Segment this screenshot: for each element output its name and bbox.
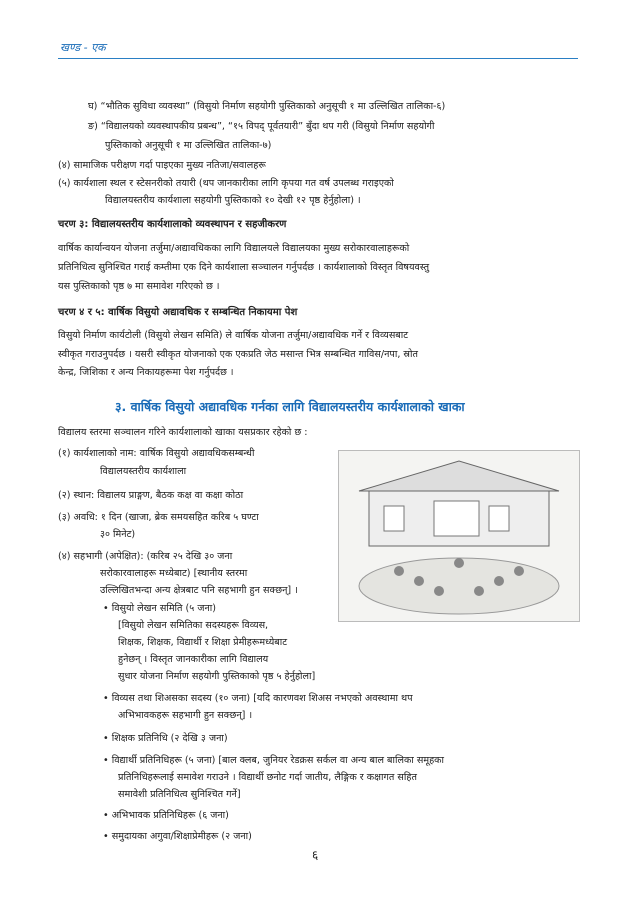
list-item-3: (३) अवधि: १ दिन (खाजा, ब्रेक समयसहित करिब ५ घण्टा [58,512,259,523]
bullet-cont: प्रतिनिधिहरूलाई समावेश गराउने । विद्यार्थी छनोट गर्दा जातीय, लैङ्गिक र कक्षागत सहित [118,772,417,783]
item-nga: ङ) “विद्यालयको व्यवस्थापकीय प्रबन्ध”, “१५ विपद् पूर्वतयारी” बुँदा थप गरी (विसुयो निर्माण सहयोगी [88,121,435,132]
item-5: (५) कार्यशाला स्थल र स्टेसनरीको तयारी (थप जानकारीका लागि कृपया गत वर्ष उपलब्ध गराइएको [58,178,394,189]
step45-line: विसुयो निर्माण कार्यटोली (विसुयो लेखन समिति) ले वार्षिक योजना तर्जुमा/अद्यावधिक गर्ने र विव्यसबाट [58,330,409,341]
item-4: (४) सामाजिक परीक्षण गर्दा पाइएका मुख्य नतिजा/सवालहरू [58,160,266,171]
section-title: ३. वार्षिक विसुयो अद्यावधिक गर्नका लागि विद्यालयस्तरीय कार्यशालाको खाका [115,399,465,414]
bullet-cont: समावेशी प्रतिनिधित्व सुनिश्चित गर्ने] [118,789,241,800]
list-item-2: (२) स्थान: विद्यालय प्राङ्गण, बैठक कक्ष वा कक्षा कोठा [58,490,244,501]
workshop-illustration [338,450,580,622]
step3-line: प्रतिनिधित्व सुनिश्चित गराई कम्तीमा एक दिने कार्यशाला सञ्चालन गर्नुपर्दछ । कार्यशालाको विस्तृत विषयवस्तु [58,262,430,273]
bullet-item: • अभिभावक प्रतिनिधिहरू (६ जना) [103,810,229,821]
bullet-item: • विद्यार्थी प्रतिनिधिहरू (५ जना) [बाल क्लब, जुनियर रेडक्रस सर्कल वा अन्य बाल बालिका समूहका [103,755,445,766]
step45-line: केन्द्र, जिशिका र अन्य निकायहरूमा पेश गर्नुपर्दछ । [58,367,234,378]
bullet-cont: अभिभावकहरू सहभागी हुन सक्छन्] । [118,710,253,721]
list-item-1-cont: विद्यालयस्तरीय कार्यशाला [100,466,187,477]
header-rule [58,58,578,59]
item-nga-cont: पुस्तिकाको अनुसूची १ मा उल्लिखित तालिका-७) [105,140,272,151]
list-item-4: (४) सहभागी (अपेक्षित): (करिब २५ देखि ३० जना [58,551,233,562]
step3-line: यस पुस्तिकाको पृष्ठ ७ मा समावेश गरिएको छ । [58,281,220,292]
item-5-cont: विद्यालयस्तरीय कार्यशाला सहयोगी पुस्तिकाको १० देखी १२ पृष्ठ हेर्नुहोला) । [105,195,361,206]
step3-heading: चरण ३: विद्यालयस्तरीय कार्यशालाको व्यवस्थापन र सहजीकरण [58,219,287,230]
bullet-cont: [विसुयो लेखन समितिका सदस्यहरू विव्यस, [118,620,269,631]
bullet-item: • शिक्षक प्रतिनिधि (२ देखि ३ जना) [103,733,228,744]
list-item-4-cont: सरोकारवालाहरू मध्येबाट) [स्थानीय स्तरमा [100,568,248,579]
item-gha: घ) “भौतिक सुविधा व्यवस्था” (विसुयो निर्माण सहयोगी पुस्तिकाको अनुसूची १ मा उल्लिखित तालिका-६) [88,101,446,112]
list-item-4-cont: उल्लिखितभन्दा अन्य क्षेत्रबाट पनि सहभागी हुन सक्छन्] । [100,585,298,596]
step45-heading: चरण ४ र ५: वार्षिक विसुयो अद्यावधिक र सम्बन्धित निकायमा पेश [58,307,298,318]
bullet-item: • विव्यस तथा शिअसका सदस्य (१० जना) [यदि कारणवश शिअस नभएको अवस्थामा थप [103,693,413,704]
bullet-cont: हुनेछन् । विस्तृत जानकारीका लागि विद्यालय [118,654,269,665]
intro-text: विद्यालय स्तरमा सञ्चालन गरिने कार्यशालाको खाका यसप्रकार रहेको छ : [58,427,308,438]
section-header: खण्ड - एक [60,41,106,54]
bullet-cont: सुधार योजना निर्माण सहयोगी पुस्तिकाको पृष्ठ ५ हेर्नुहोला] [118,671,316,682]
bullet-item: • समुदायका अगुवा/शिक्षाप्रेमीहरू (२ जना) [103,831,252,842]
bullet-cont: शिक्षक, शिक्षक, विद्यार्थी र शिक्षा प्रेमीहरूमध्येबाट [118,637,288,648]
workshop-drawing [339,451,579,621]
bullet-item: • विसुयो लेखन समिति (५ जना) [103,603,217,614]
page-number: ६ [312,848,319,862]
list-item-3-cont: ३० मिनेट) [100,529,136,540]
list-item-1: (१) कार्यशालाको नाम: वार्षिक विसुयो अद्यावधिकसम्बन्धी [58,448,255,459]
step3-line: वार्षिक कार्यान्वयन योजना तर्जुमा/अद्यावधिकका लागि विद्यालयले विद्यालयका मुख्य सरोकारवालाहरूको [58,243,410,254]
step45-line: स्वीकृत गराउनुपर्दछ । यसरी स्वीकृत योजनाको एक एकप्रति जेठ मसान्त भित्र सम्बन्धित गाविस/नपा, स्रोत [58,349,418,360]
